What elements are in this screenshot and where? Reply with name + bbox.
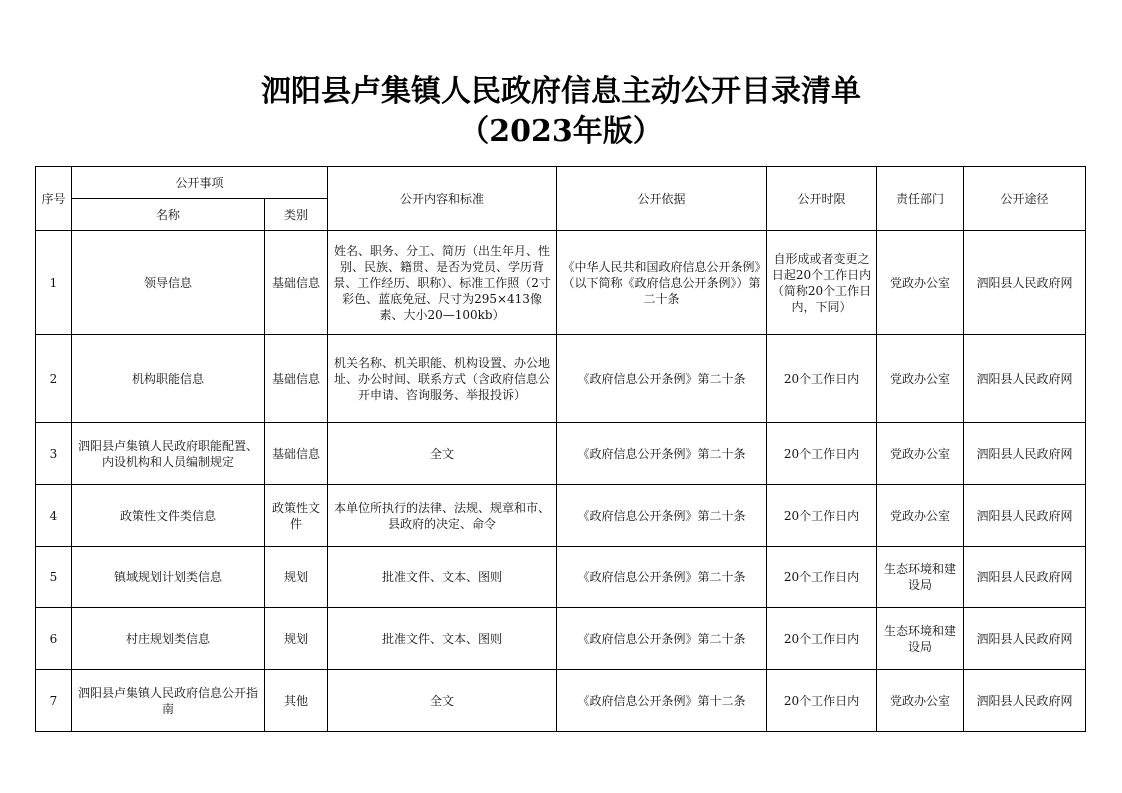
row-basis: 《政府信息公开条例》第二十条 [557,485,767,547]
row-channel: 泗阳县人民政府网 [964,547,1086,608]
row-content: 机关名称、机关职能、机构设置、办公地址、办公时间、联系方式（含政府信息公开申请、咨询服务、举报投诉） [328,335,557,423]
row-channel: 泗阳县人民政府网 [964,423,1086,485]
row-category: 政策性文件 [265,485,328,547]
row-time-limit: 20个工作日内 [767,485,877,547]
row-channel: 泗阳县人民政府网 [964,335,1086,423]
header-name: 名称 [72,199,265,231]
row-basis: 《政府信息公开条例》第二十条 [557,547,767,608]
row-basis: 《政府信息公开条例》第十二条 [557,670,767,732]
row-content: 本单位所执行的法律、法规、规章和市、县政府的决定、命令 [328,485,557,547]
row-content: 全文 [328,423,557,485]
row-dept: 党政办公室 [877,231,964,335]
row-no: 5 [36,547,72,608]
row-category: 规划 [265,547,328,608]
row-no: 2 [36,335,72,423]
header-channel: 公开途径 [964,167,1086,231]
header-content: 公开内容和标准 [328,167,557,231]
row-time-limit: 20个工作日内 [767,547,877,608]
row-dept: 生态环境和建设局 [877,608,964,670]
row-category: 基础信息 [265,231,328,335]
row-content: 姓名、职务、分工、简历（出生年月、性别、民族、籍贯、是否为党员、学历背景、工作经历、职称）、标准工作照（2寸彩色、蓝底免冠、尺寸为295×413像素、大小20—100kb） [328,231,557,335]
row-category: 规划 [265,608,328,670]
row-category: 基础信息 [265,423,328,485]
row-name: 泗阳县卢集镇人民政府职能配置、内设机构和人员编制规定 [72,423,265,485]
header-dept: 责任部门 [877,167,964,231]
row-time-limit: 20个工作日内 [767,608,877,670]
header-item-group: 公开事项 [72,167,328,199]
table-row [36,231,1086,335]
row-content: 全文 [328,670,557,732]
table-row [36,335,1086,423]
row-time-limit: 20个工作日内 [767,423,877,485]
table-row [36,485,1086,547]
row-category: 其他 [265,670,328,732]
table-row [36,423,1086,485]
row-name: 领导信息 [72,231,265,335]
row-name: 政策性文件类信息 [72,485,265,547]
table-row [36,608,1086,670]
header-basis: 公开依据 [557,167,767,231]
row-channel: 泗阳县人民政府网 [964,231,1086,335]
row-dept: 党政办公室 [877,485,964,547]
row-name: 泗阳县卢集镇人民政府信息公开指南 [72,670,265,732]
row-no: 3 [36,423,72,485]
row-time-limit: 20个工作日内 [767,670,877,732]
header-time-limit: 公开时限 [767,167,877,231]
row-name: 村庄规划类信息 [72,608,265,670]
disclosure-catalog-table [35,166,1086,732]
row-content: 批准文件、文本、图则 [328,608,557,670]
row-no: 1 [36,231,72,335]
row-no: 7 [36,670,72,732]
row-time-limit: 自形成或者变更之日起20个工作日内（简称20个工作日内，下同） [767,231,877,335]
header-no: 序号 [36,167,72,231]
row-name: 机构职能信息 [72,335,265,423]
row-no: 6 [36,608,72,670]
row-basis: 《政府信息公开条例》第二十条 [557,608,767,670]
row-basis: 《中华人民共和国政府信息公开条例》（以下简称《政府信息公开条例》）第二十条 [557,231,767,335]
document-title: 泗阳县卢集镇人民政府信息主动公开目录清单 [261,74,861,109]
row-content: 批准文件、文本、图则 [328,547,557,608]
row-channel: 泗阳县人民政府网 [964,670,1086,732]
row-dept: 党政办公室 [877,423,964,485]
row-basis: 《政府信息公开条例》第二十条 [557,335,767,423]
row-name: 镇域规划计划类信息 [72,547,265,608]
row-category: 基础信息 [265,335,328,423]
row-no: 4 [36,485,72,547]
row-dept: 生态环境和建设局 [877,547,964,608]
row-dept: 党政办公室 [877,670,964,732]
row-dept: 党政办公室 [877,335,964,423]
row-basis: 《政府信息公开条例》第二十条 [557,423,767,485]
row-channel: 泗阳县人民政府网 [964,485,1086,547]
row-channel: 泗阳县人民政府网 [964,608,1086,670]
row-time-limit: 20个工作日内 [767,335,877,423]
table-row [36,670,1086,732]
table-row [36,547,1086,608]
document-subtitle: （2023年版） [459,114,663,149]
header-category: 类别 [265,199,328,231]
